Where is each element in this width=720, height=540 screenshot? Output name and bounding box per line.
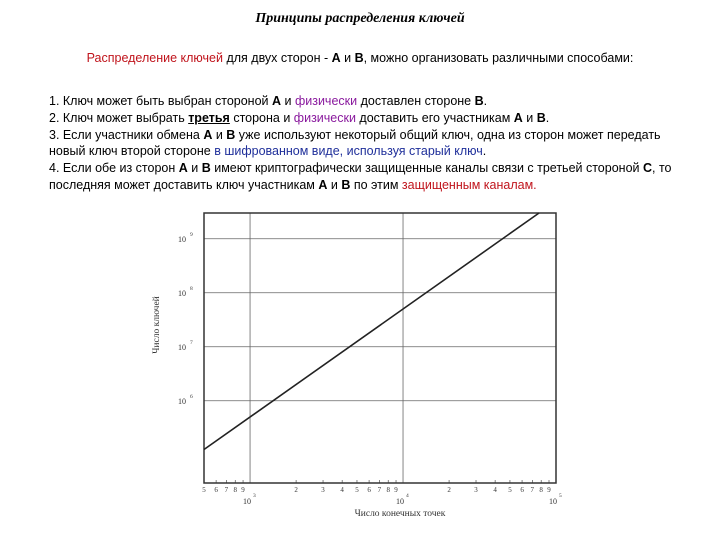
- item-text: и: [187, 161, 202, 176]
- party-a: A: [331, 51, 341, 65]
- x-minor-label: 7: [377, 486, 382, 494]
- x-major-label: 10: [243, 497, 252, 506]
- item-text: доставить его участникам: [355, 110, 514, 125]
- x-major-label: 10: [396, 497, 405, 506]
- y-tick-exponent: 9: [190, 231, 193, 238]
- plot-frame: [204, 213, 556, 483]
- party-a: A: [203, 127, 213, 142]
- item-text: , то последняя может доставить ключ участникам: [49, 161, 672, 192]
- x-minor-label: 6: [214, 486, 218, 494]
- highlight-third: третья: [188, 110, 230, 125]
- party-c: C: [642, 161, 653, 176]
- item-text: сторона и: [229, 110, 294, 125]
- item-text: и: [281, 94, 295, 108]
- item-text: 2. Ключ может выбрать: [49, 110, 189, 125]
- intro-and: и: [340, 51, 355, 65]
- item-text: .: [483, 94, 488, 108]
- chart-series: [204, 213, 539, 450]
- y-tick-exponent: 8: [190, 285, 193, 292]
- x-minor-label: 3: [321, 486, 325, 494]
- item-text: по этим: [350, 177, 402, 192]
- x-minor-label: 9: [394, 486, 398, 494]
- x-minor-label: 4: [493, 486, 497, 494]
- x-minor-label: 6: [520, 486, 524, 494]
- item-text: и: [212, 127, 227, 142]
- axis-ticks: [178, 232, 562, 506]
- y-tick-label: 10: [178, 288, 186, 298]
- item-text: доставлен стороне: [357, 94, 475, 108]
- x-minor-label: 2: [294, 486, 298, 494]
- x-minor-label: 2: [447, 486, 451, 494]
- intro-tail: , можно организовать различными способами:: [363, 51, 634, 65]
- party-b: B: [536, 110, 546, 125]
- party-b: B: [474, 94, 484, 108]
- y-axis-label: Число ключей: [152, 296, 162, 354]
- x-minor-label: 9: [241, 486, 245, 494]
- party-a: A: [513, 110, 523, 125]
- highlight-protected-channels: защищенным каналам.: [401, 177, 537, 192]
- x-minor-label: 5: [202, 486, 206, 494]
- x-minor-label: 3: [474, 486, 478, 494]
- item-text: 4. Если обе из сторон: [49, 161, 179, 176]
- x-minor-label: 8: [539, 486, 543, 494]
- party-b: B: [201, 161, 211, 176]
- x-minor-label: 8: [386, 486, 390, 494]
- x-minor-label: 5: [508, 486, 512, 494]
- x-minor-label: 7: [224, 486, 229, 494]
- party-b: B: [341, 177, 351, 192]
- party-b: B: [226, 127, 236, 142]
- party-a: A: [178, 161, 188, 176]
- party-a: A: [271, 94, 282, 108]
- item-text: уже используют некоторый общий ключ, одна из сторон может передать новый ключ второй стороне: [49, 127, 661, 159]
- party-a: A: [318, 177, 328, 192]
- page-title: Принципы распределения ключей: [255, 11, 465, 26]
- item-text: 1. Ключ может быть выбран стороной: [49, 94, 272, 108]
- item-text: 3. Если участники обмена: [49, 127, 204, 142]
- y-tick-label: 10: [178, 396, 186, 406]
- party-b: B: [354, 51, 364, 65]
- x-minor-label: 5: [355, 486, 359, 494]
- y-tick-label: 10: [178, 342, 186, 352]
- intro-text: для двух сторон -: [222, 51, 332, 65]
- series-line: [204, 213, 539, 450]
- x-axis-label: Число конечных точек: [354, 509, 446, 519]
- item-text: и: [522, 110, 537, 125]
- y-tick-label: 10: [178, 234, 186, 244]
- x-minor-label: 9: [547, 486, 551, 494]
- item-text: .: [482, 144, 487, 159]
- y-tick-exponent: 7: [190, 339, 193, 346]
- y-tick-exponent: 6: [190, 393, 193, 400]
- x-minor-label: 7: [530, 486, 535, 494]
- x-minor-label: 8: [233, 486, 237, 494]
- x-major-exponent: 3: [253, 493, 256, 499]
- highlight-physically: физически: [293, 110, 356, 125]
- x-minor-label: 4: [340, 486, 344, 494]
- chart-grid: [204, 213, 556, 483]
- x-major-exponent: 5: [559, 493, 562, 499]
- highlight-physically: физически: [294, 94, 358, 108]
- x-minor-label: 6: [367, 486, 371, 494]
- item-text: .: [545, 110, 550, 125]
- intro-highlight: Распределение ключей: [86, 51, 223, 65]
- highlight-encrypted: в шифрованном виде, используя старый ключ: [214, 144, 483, 159]
- x-major-label: 10: [549, 497, 557, 506]
- x-major-exponent: 4: [406, 493, 409, 499]
- item-text: и: [327, 177, 342, 192]
- item-text: имеют криптографически защищенные каналы связи с третьей стороной: [210, 161, 643, 176]
